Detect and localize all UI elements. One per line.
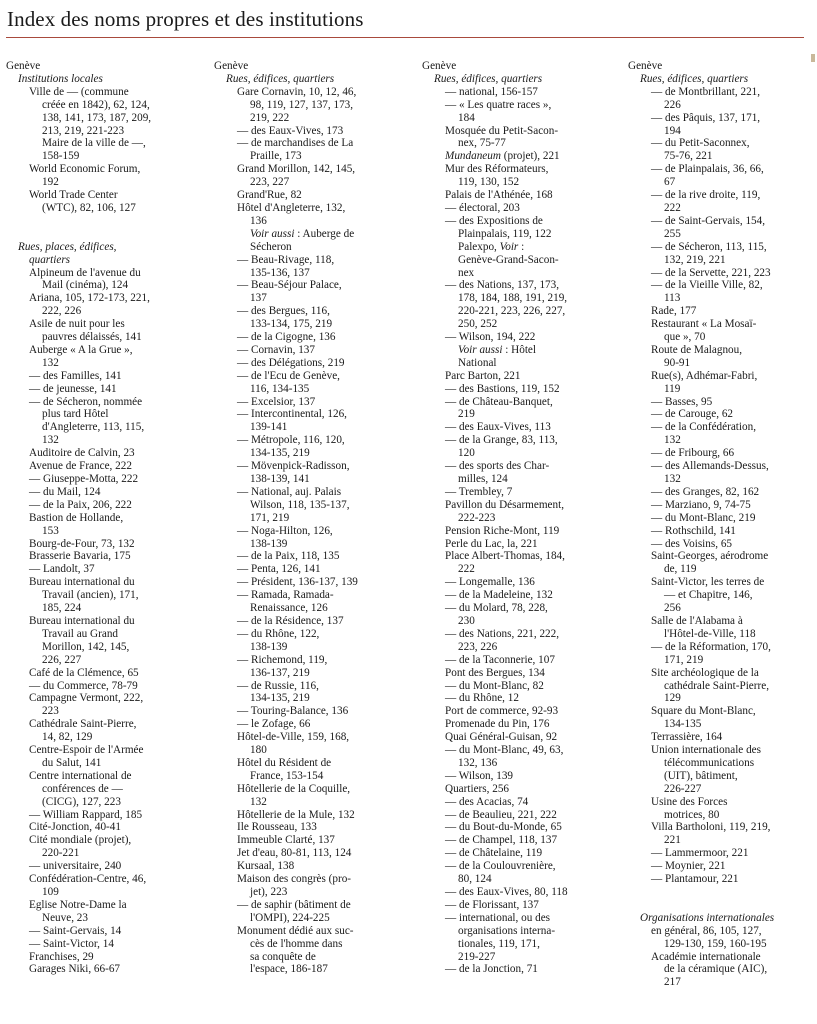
index-line: Campagne Vermont, 222, xyxy=(29,692,144,705)
index-line: 132 xyxy=(664,434,681,447)
index-line: Avenue de France, 222 xyxy=(29,460,132,473)
index-line: 226 xyxy=(664,98,681,111)
index-line: Travail (ancien), 171, xyxy=(42,589,139,602)
index-line: Wilson, 118, 135-137, xyxy=(250,498,350,511)
index-line: plus tard Hôtel xyxy=(42,408,109,421)
title-rule xyxy=(6,37,804,38)
index-line: — de Beaulieu, 221, 222 xyxy=(445,808,557,821)
index-line: 132 xyxy=(42,356,59,369)
index-line: — Penta, 126, 141 xyxy=(237,563,321,576)
index-line: jet), 223 xyxy=(250,886,288,898)
index-line: Quartiers, 256 xyxy=(445,782,510,795)
index-line: — Saint-Gervais, 14 xyxy=(29,924,122,937)
index-section-heading: Rues, places, édifices, xyxy=(18,240,117,253)
index-line: Pont des Bergues, 134 xyxy=(445,666,545,679)
index-line: — du Commerce, 78-79 xyxy=(29,679,138,692)
index-line: — de la Taconnerie, 107 xyxy=(445,653,555,666)
index-line: 256 xyxy=(664,602,681,615)
index-line: motrices, 80 xyxy=(664,808,720,821)
index-line: 223, 226 xyxy=(458,640,498,653)
index-line: — des Acacias, 74 xyxy=(445,795,529,808)
index-line: Rue(s), Adhémar-Fabri, xyxy=(651,369,758,382)
index-line: Voir aussi : Hôtel xyxy=(458,343,537,356)
index-line: Travail au Grand xyxy=(42,627,119,640)
index-line: National xyxy=(458,356,497,369)
index-line: — international, ou des xyxy=(445,911,551,924)
index-line: — le Zofage, 66 xyxy=(237,718,311,731)
index-line: Bastion de Hollande, xyxy=(29,511,124,524)
index-line: — Rothschild, 141 xyxy=(651,524,736,537)
index-line: 14, 82, 129 xyxy=(42,731,93,744)
index-line: Mur des Réformateurs, xyxy=(445,163,549,176)
index-line: — des Bergues, 116, xyxy=(237,305,330,318)
index-line: Voir aussi : Auberge de xyxy=(250,227,355,240)
index-line: — Richemond, 119, xyxy=(237,653,328,666)
index-line: 119, 130, 152 xyxy=(458,176,520,189)
index-line: — de la Résidence, 137 xyxy=(237,614,344,627)
index-section-heading: Organisations internationales xyxy=(640,911,775,924)
index-line: 171, 219 xyxy=(664,653,704,666)
index-line: Bourg-de-Four, 73, 132 xyxy=(29,537,135,550)
index-line: Palexpo, Voir : xyxy=(458,240,525,253)
index-line: — Beau-Rivage, 118, xyxy=(237,253,335,266)
index-line: — de Sécheron, nommée xyxy=(29,395,143,408)
index-line: 134-135 xyxy=(664,718,702,731)
index-line: — de Sécheron, 113, 115, xyxy=(651,240,767,253)
index-line: World Trade Center xyxy=(29,189,118,202)
index-line: Mosquée du Petit-Sacon- xyxy=(445,124,559,137)
index-line: Hôtel d'Angleterre, 132, xyxy=(237,201,346,214)
index-line: 185, 224 xyxy=(42,602,82,615)
index-line: 222 xyxy=(664,201,681,214)
index-line: 98, 119, 127, 137, 173, xyxy=(250,98,354,111)
index-line: 194 xyxy=(664,124,681,137)
index-line: — de la Paix, 206, 222 xyxy=(29,498,132,511)
index-line: Mail (cinéma), 124 xyxy=(42,279,129,292)
index-line: 217 xyxy=(664,976,681,989)
page-title: Index des noms propres et des institutions xyxy=(7,7,364,31)
index-line: 138-139 xyxy=(250,640,288,653)
index-line: Parc Barton, 221 xyxy=(445,369,521,382)
index-line: 129 xyxy=(664,692,681,705)
index-line: 250, 252 xyxy=(458,318,498,331)
index-line: — de Châtelaine, 119 xyxy=(445,847,543,860)
index-line: Bureau international du xyxy=(29,614,135,627)
index-line: Hôtel du Résident de xyxy=(237,756,332,769)
index-line: — Beau-Séjour Palace, xyxy=(237,279,342,292)
index-line: — Longemalle, 136 xyxy=(445,576,535,589)
index-line: Square du Mont-Blanc, xyxy=(651,705,756,718)
index-line: 109 xyxy=(42,886,59,898)
index-line: Union internationale des xyxy=(651,744,761,757)
index-line: — universitaire, 240 xyxy=(29,860,122,873)
index-line: Auberge « A la Grue », xyxy=(29,343,133,356)
index-line: 116, 134-135 xyxy=(250,382,310,395)
index-line: Brasserie Bavaria, 175 xyxy=(29,550,131,563)
index-line: — de la Grange, 83, 113, xyxy=(445,434,558,447)
index-line: 129-130, 159, 160-195 xyxy=(664,937,767,950)
index-line: — Touring-Balance, 136 xyxy=(237,705,349,718)
index-line: du Salut, 141 xyxy=(42,756,102,769)
index-line: — des Délégations, 219 xyxy=(237,356,345,369)
index-line: — Plantamour, 221 xyxy=(651,873,739,886)
index-line: Genève xyxy=(628,60,663,72)
index-line: — des sports des Char- xyxy=(445,460,550,473)
index-line: 184 xyxy=(458,111,475,124)
index-line: 226-227 xyxy=(664,782,702,795)
index-line: — de la Cigogne, 136 xyxy=(237,331,336,344)
index-line: Genève xyxy=(6,60,41,72)
index-line: sa conquête de xyxy=(250,950,316,963)
index-line: Auditoire de Calvin, 23 xyxy=(29,447,135,460)
index-line: 192 xyxy=(42,176,59,189)
index-line: — électoral, 203 xyxy=(445,201,520,214)
index-line: 132, 136 xyxy=(458,756,498,769)
index-line: 171, 219 xyxy=(250,511,290,524)
index-line: en général, 86, 105, 127, xyxy=(651,924,762,937)
index-line: — du Molard, 78, 228, xyxy=(445,602,548,615)
index-line: Café de la Clémence, 65 xyxy=(29,666,139,679)
index-line: Saint-Victor, les terres de xyxy=(651,576,765,589)
blank-line xyxy=(6,215,202,228)
index-line: Confédération-Centre, 46, xyxy=(29,873,147,886)
index-line: — des Nations, 137, 173, xyxy=(445,279,560,292)
index-line: Genève xyxy=(214,60,249,72)
index-line: Perle du Lac, la, 221 xyxy=(445,537,538,550)
index-line: 213, 219, 221-223 xyxy=(42,124,125,137)
index-line: Grand Morillon, 142, 145, xyxy=(237,163,356,176)
index-line: — Noga-Hilton, 126, xyxy=(237,524,333,537)
index-line: créée en 1842), 62, 124, xyxy=(42,98,150,111)
index-line: Gare Cornavin, 10, 12, 46, xyxy=(237,85,357,98)
index-line: l'espace, 186-187 xyxy=(250,963,328,976)
index-line: 178, 184, 188, 191, 219, xyxy=(458,292,568,305)
index-line: — de marchandises de La xyxy=(237,137,354,150)
index-column-4 xyxy=(628,60,817,989)
index-line: — de la Confédération, xyxy=(651,421,757,434)
index-line: Saint-Georges, aérodrome xyxy=(651,550,769,563)
index-line: — des Nations, 221, 222, xyxy=(445,627,560,640)
index-line: 120 xyxy=(458,447,475,460)
index-line: Académie internationale xyxy=(651,950,761,963)
index-line: — de Château-Banquet, xyxy=(445,395,553,408)
index-line: l'OMPI), 224-225 xyxy=(250,911,330,924)
index-line: d'Angleterre, 113, 115, xyxy=(42,421,145,434)
index-line: nex, 75-77 xyxy=(458,137,506,150)
index-line: milles, 124 xyxy=(458,473,508,485)
index-line: — de saphir (bâtiment de xyxy=(237,898,351,911)
index-line: que », 70 xyxy=(664,331,706,344)
index-line: Genève xyxy=(422,60,457,72)
index-line: Sécheron xyxy=(250,240,292,253)
index-line: (CICG), 127, 223 xyxy=(42,795,121,808)
index-line: — Excelsior, 137 xyxy=(237,395,316,408)
index-section-heading: Rues, édifices, quartiers xyxy=(640,72,749,85)
index-line: Morillon, 142, 145, xyxy=(42,640,130,653)
index-line: 219-227 xyxy=(458,950,496,963)
index-line: conférences de — xyxy=(42,782,123,795)
index-line: Maire de la ville de —, xyxy=(42,137,146,150)
index-line: 132 xyxy=(42,434,59,447)
index-line: 134-135, 219 xyxy=(250,692,310,705)
index-line: — des Eaux-Vives, 80, 118 xyxy=(445,886,568,898)
index-line: Alpineum de l'avenue du xyxy=(29,266,141,279)
index-line: 134-135, 219 xyxy=(250,447,310,460)
index-line: — de Florissant, 137 xyxy=(445,898,539,911)
index-line: Cité-Jonction, 40-41 xyxy=(29,821,121,834)
index-line: — Métropole, 116, 120, xyxy=(237,434,345,447)
index-line: — du Petit-Saconnex, xyxy=(651,137,750,150)
index-line: Usine des Forces xyxy=(651,795,728,808)
index-line: de la céramique (AIC), xyxy=(664,963,768,976)
index-line: — des Expositions de xyxy=(445,214,543,227)
index-line: 220-221 xyxy=(42,847,80,860)
index-line: Terrassière, 164 xyxy=(651,731,723,744)
index-line: Hôtel-de-Ville, 159, 168, xyxy=(237,731,350,744)
index-line: — « Les quatre races », xyxy=(445,98,552,111)
index-line: — de la Réformation, 170, xyxy=(651,640,771,653)
index-line: — des Pâquis, 137, 171, xyxy=(651,111,761,124)
index-line: Mundaneum (projet), 221 xyxy=(445,150,560,163)
index-line: 138-139, 141 xyxy=(250,473,310,485)
index-line: 119 xyxy=(664,382,681,395)
index-line: — du Bout-du-Monde, 65 xyxy=(445,821,562,834)
index-line: 75-76, 221 xyxy=(664,150,713,163)
index-line: — des Allemands-Dessus, xyxy=(651,460,769,473)
index-line: Salle de l'Alabama à xyxy=(651,614,743,627)
index-line: 137 xyxy=(250,292,267,305)
index-line: tionales, 119, 171, xyxy=(458,937,540,950)
index-line: 219 xyxy=(458,408,475,421)
index-line: — Mövenpick-Radisson, xyxy=(237,460,350,473)
index-line: 133-134, 175, 219 xyxy=(250,318,333,331)
index-line: — de l'Ecu de Genève, xyxy=(237,369,340,382)
index-line: Route de Malagnou, xyxy=(651,343,743,356)
index-column-1 xyxy=(6,60,202,976)
index-line: 132 xyxy=(664,473,681,485)
index-line: — de Russie, 116, xyxy=(237,679,319,692)
index-line: 222, 226 xyxy=(42,305,82,318)
index-line: — Landolt, 37 xyxy=(29,563,95,576)
index-line: 80, 124 xyxy=(458,873,492,886)
index-line: Rade, 177 xyxy=(651,305,697,318)
index-line: — Cornavin, 137 xyxy=(237,343,315,356)
index-line: Monument dédié aux suc- xyxy=(237,924,354,937)
index-line: Centre-Espoir de l'Armée xyxy=(29,744,144,757)
index-line: Neuve, 23 xyxy=(42,911,88,924)
index-line: Plainpalais, 119, 122 xyxy=(458,227,552,240)
index-line: — Wilson, 194, 222 xyxy=(445,331,536,344)
index-line: (UIT), bâtiment, xyxy=(664,769,738,782)
index-line: — national, 156-157 xyxy=(445,85,538,98)
index-line: (WTC), 82, 106, 127 xyxy=(42,201,136,214)
index-line: — Lammermoor, 221 xyxy=(651,847,749,860)
index-line: l'Hôtel-de-Ville, 118 xyxy=(664,627,756,640)
index-line: — du Mont-Blanc, 49, 63, xyxy=(445,744,564,757)
index-line: — de Fribourg, 66 xyxy=(651,447,735,460)
index-line: — de la rive droite, 119, xyxy=(651,189,761,202)
index-line: Hôtellerie de la Mule, 132 xyxy=(237,808,355,821)
index-line: France, 153-154 xyxy=(250,769,324,782)
index-column-3 xyxy=(422,60,618,976)
index-line: Maison des congrès (pro- xyxy=(237,873,352,886)
index-line: 222-223 xyxy=(458,511,496,524)
index-line: 219, 222 xyxy=(250,111,290,124)
index-line: Ville de — (commune xyxy=(29,85,129,98)
index-line: 223, 227 xyxy=(250,176,290,189)
index-line: 153 xyxy=(42,524,59,537)
index-line: 67 xyxy=(664,176,676,189)
index-line: — du Rhône, 122, xyxy=(237,627,320,640)
index-line: Kursaal, 138 xyxy=(237,860,295,873)
index-line: — de Plainpalais, 36, 66, xyxy=(651,163,764,176)
index-line: organisations interna- xyxy=(458,924,556,937)
index-line: — de Montbrillant, 221, xyxy=(651,85,761,98)
index-line: Port de commerce, 92-93 xyxy=(445,705,559,718)
index-line: — de Champel, 118, 137 xyxy=(445,834,558,847)
index-line: Pension Riche-Mont, 119 xyxy=(445,524,560,537)
index-line: 132 xyxy=(250,795,267,808)
index-line: — Président, 136-137, 139 xyxy=(237,576,358,589)
index-line: Praille, 173 xyxy=(250,150,302,163)
index-line: — du Mont-Blanc, 219 xyxy=(651,511,756,524)
index-line: — de la Vieille Ville, 82, xyxy=(651,279,763,292)
index-line: Site archéologique de la xyxy=(651,666,759,679)
index-line: — de jeunesse, 141 xyxy=(29,382,117,395)
index-line: Restaurant « La Mosaï- xyxy=(651,318,757,331)
index-line: 135-136, 137 xyxy=(250,266,310,279)
index-line: Centre international de xyxy=(29,769,132,782)
index-line: — National, auj. Palais xyxy=(237,485,342,498)
index-section-heading: Rues, édifices, quartiers xyxy=(434,72,543,85)
index-line: — de Saint-Gervais, 154, xyxy=(651,214,766,227)
index-line: — et Chapitre, 146, xyxy=(664,589,753,602)
index-line: cathédrale Saint-Pierre, xyxy=(664,679,769,692)
index-line: Ariana, 105, 172-173, 221, xyxy=(29,292,150,305)
index-line: — des Familles, 141 xyxy=(29,369,122,382)
index-line: 223 xyxy=(42,705,59,718)
blank-line xyxy=(628,886,817,899)
index-line: — des Granges, 82, 162 xyxy=(651,485,760,498)
index-line: — du Rhône, 12 xyxy=(445,692,519,705)
index-line: Grand'Rue, 82 xyxy=(237,189,302,202)
index-line: — Giuseppe-Motta, 222 xyxy=(29,473,139,485)
index-line: Cathédrale Saint-Pierre, xyxy=(29,718,137,731)
index-line: — de la Paix, 118, 135 xyxy=(237,550,340,563)
index-line: — des Voisins, 65 xyxy=(651,537,733,550)
index-column-2 xyxy=(214,60,410,976)
index-line: Pavillon du Désarmement, xyxy=(445,498,564,511)
index-line: — du Mail, 124 xyxy=(29,485,101,498)
index-line: 158-159 xyxy=(42,150,80,163)
index-line: — de la Jonction, 71 xyxy=(445,963,538,976)
index-line: 255 xyxy=(664,227,681,240)
blank-line xyxy=(628,899,817,912)
index-line: 90-91 xyxy=(664,356,691,369)
index-line: Garages Niki, 66-67 xyxy=(29,963,121,976)
index-section-heading: Institutions locales xyxy=(18,72,103,85)
index-section-heading: quartiers xyxy=(29,253,71,266)
index-line: — Intercontinental, 126, xyxy=(237,408,347,421)
index-line: — Moynier, 221 xyxy=(651,860,726,873)
index-line: — Ramada, Ramada- xyxy=(237,589,334,602)
index-line: de, 119 xyxy=(664,563,697,576)
index-line: — de la Coulouvrenière, xyxy=(445,860,556,873)
index-line: Renaissance, 126 xyxy=(250,602,328,615)
index-line: télécommunications xyxy=(664,756,755,769)
index-line: — du Mont-Blanc, 82 xyxy=(445,679,544,692)
index-line: Asile de nuit pour les xyxy=(29,318,125,331)
index-line: Villa Bartholoni, 119, 219, xyxy=(651,821,771,834)
index-line: Promenade du Pin, 176 xyxy=(445,718,550,731)
index-line: World Economic Forum, xyxy=(29,163,141,176)
index-line: 138, 141, 173, 187, 209, xyxy=(42,111,152,124)
index-line: Palais de l'Athénée, 168 xyxy=(445,189,553,202)
index-line: pauvres délaissés, 141 xyxy=(42,331,142,344)
index-line: Quai Général-Guisan, 92 xyxy=(445,731,558,744)
index-line: — William Rappard, 185 xyxy=(29,808,143,821)
index-line: 226, 227 xyxy=(42,653,82,666)
index-line: 138-139 xyxy=(250,537,288,550)
index-line: Ile Rousseau, 133 xyxy=(237,821,317,834)
index-line: Cité mondiale (projet), xyxy=(29,834,132,847)
index-line: Jet d'eau, 80-81, 113, 124 xyxy=(237,847,352,860)
index-line: nex xyxy=(458,266,475,279)
index-line: 136-137, 219 xyxy=(250,666,310,679)
index-line: — des Eaux-Vives, 173 xyxy=(237,124,344,137)
index-line: Franchises, 29 xyxy=(29,950,94,963)
index-line: — Trembley, 7 xyxy=(445,485,513,498)
index-line: — des Bastions, 119, 152 xyxy=(445,382,560,395)
index-line: Eglise Notre-Dame la xyxy=(29,898,127,911)
index-line: — Saint-Victor, 14 xyxy=(29,937,114,950)
index-line: Immeuble Clarté, 137 xyxy=(237,834,335,847)
index-line: 180 xyxy=(250,744,267,757)
index-line: — Wilson, 139 xyxy=(445,769,514,782)
index-line: — de Carouge, 62 xyxy=(651,408,734,421)
index-section-heading: Rues, édifices, quartiers xyxy=(226,72,335,85)
index-line: 139-141 xyxy=(250,421,288,434)
index-line: 220-221, 223, 226, 227, xyxy=(458,305,566,318)
blank-line xyxy=(6,228,202,241)
index-line: 132, 219, 221 xyxy=(664,253,726,266)
index-line: 136 xyxy=(250,214,267,227)
index-line: cès de l'homme dans xyxy=(250,937,343,950)
index-line: Place Albert-Thomas, 184, xyxy=(445,550,565,563)
index-line: — Marziano, 9, 74-75 xyxy=(651,498,751,511)
index-line: — de la Servette, 221, 223 xyxy=(651,266,771,279)
index-line: 230 xyxy=(458,614,475,627)
index-line: — Basses, 95 xyxy=(651,395,713,408)
index-line: Bureau international du xyxy=(29,576,135,589)
index-line: — de la Madeleine, 132 xyxy=(445,589,553,602)
index-line: Genève-Grand-Sacon- xyxy=(458,253,559,266)
index-line: 222 xyxy=(458,563,475,576)
index-line: Hôtellerie de la Coquille, xyxy=(237,782,351,795)
index-line: 221 xyxy=(664,834,681,847)
index-line: 113 xyxy=(664,292,681,305)
index-line: — des Eaux-Vives, 113 xyxy=(445,421,551,434)
